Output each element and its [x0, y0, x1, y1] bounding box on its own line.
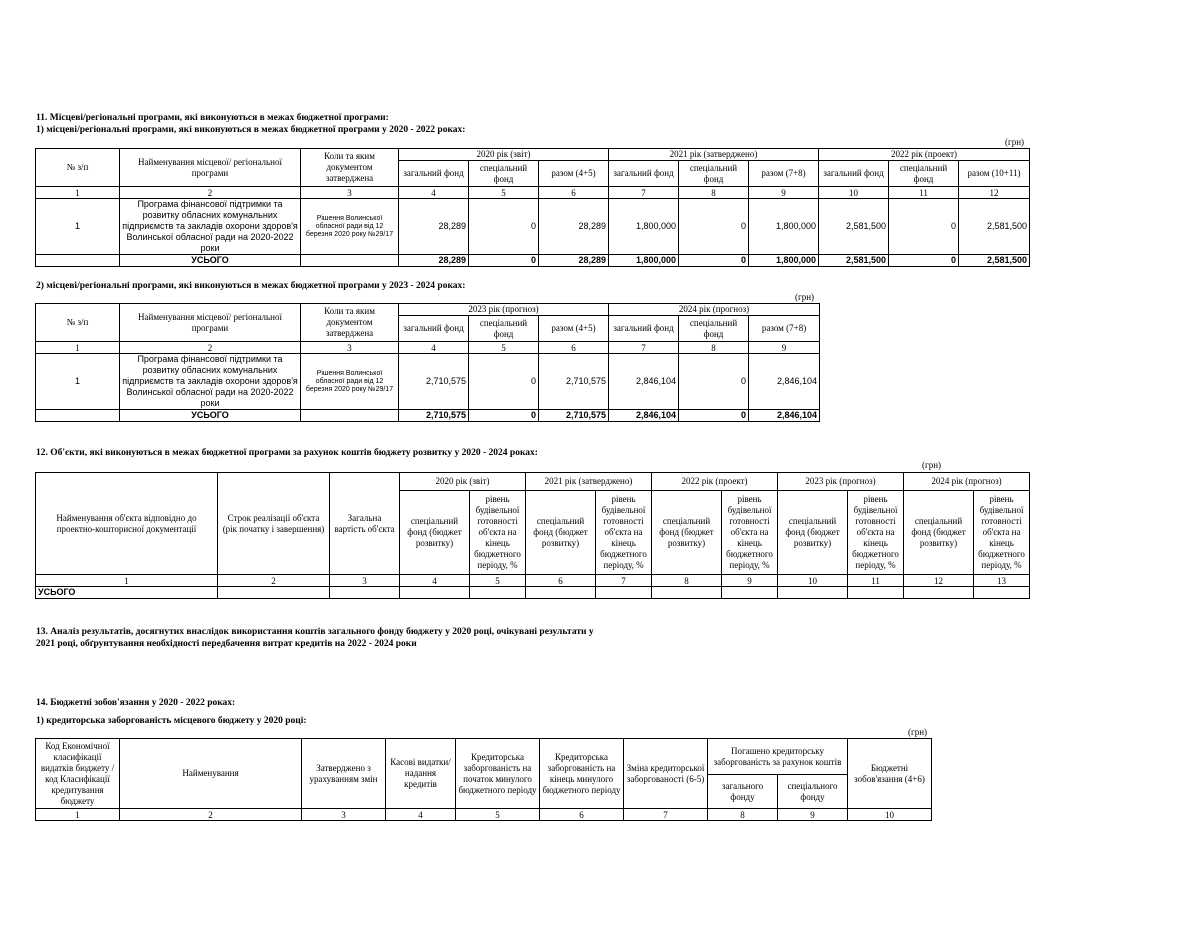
column-number: 6	[539, 187, 609, 199]
header-debt-end: Кредиторська заборгованість на кінець минулого бюджетного періоду	[540, 739, 624, 809]
header-column: загальний фонд	[819, 161, 889, 187]
header-year: 2020 рік (звіт)	[400, 473, 526, 491]
column-number: 7	[609, 187, 679, 199]
empty-cell	[848, 587, 904, 599]
column-number: 3	[301, 187, 399, 199]
header-column: разом (4+5)	[539, 316, 609, 342]
development-objects-table	[35, 472, 1030, 599]
header-number: № з/п	[36, 149, 120, 187]
total-label: УСЬОГО	[120, 410, 301, 422]
header-column: спеціального фонду	[778, 775, 848, 809]
header-column: разом (7+8)	[749, 161, 819, 187]
value-cell: 0	[679, 354, 749, 410]
header-approval-document: Коли та яким документом затверджена	[301, 304, 399, 342]
column-number: 8	[679, 187, 749, 199]
value-cell: 2,710,575	[539, 354, 609, 410]
total-value: 0	[679, 255, 749, 267]
value-cell: 2,846,104	[609, 354, 679, 410]
header-repaid: Погашено кредиторську заборгованість за рахунок коштів	[708, 739, 848, 775]
total-value: 2,581,500	[959, 255, 1030, 267]
column-number: 4	[399, 187, 469, 199]
header-column: спеціальний фонд (бюджет розвитку)	[400, 491, 470, 575]
column-number: 3	[301, 342, 399, 354]
column-number: 6	[540, 809, 624, 821]
column-number: 1	[36, 342, 120, 354]
value-cell: 1,800,000	[749, 199, 819, 255]
header-program-name: Найменування місцевої/ регіональної програми	[120, 304, 301, 342]
empty-cell	[301, 255, 399, 267]
column-number: 5	[456, 809, 540, 821]
column-number: 10	[819, 187, 889, 199]
value-cell: 2,710,575	[399, 354, 469, 410]
header-name: Найменування	[120, 739, 302, 809]
section-11-subtitle-2: 2) місцеві/регіональні програми, які виконуються в межах бюджетної програми у 2023 - 2024 роках:	[36, 281, 466, 291]
section-14-title: 14. Бюджетні зобов'язання у 2020 - 2022 роках:	[36, 698, 236, 708]
column-number: 4	[386, 809, 456, 821]
header-column: спеціальний фонд (бюджет розвитку)	[904, 491, 974, 575]
total-value: 1,800,000	[609, 255, 679, 267]
value-cell: 0	[469, 199, 539, 255]
header-column: спеціальний фонд	[679, 161, 749, 187]
header-column: спеціальний фонд (бюджет розвитку)	[652, 491, 722, 575]
header-year: 2021 рік (затверджено)	[609, 149, 819, 161]
header-year: 2022 рік (проект)	[819, 149, 1030, 161]
header-column: загального фонду	[708, 775, 778, 809]
total-value: 2,581,500	[819, 255, 889, 267]
column-number: 1	[36, 575, 218, 587]
header-total-cost: Загальна вартість об'єкта	[330, 473, 400, 575]
header-approved: Затверджено з урахуванням змін	[302, 739, 386, 809]
unit-label: (грн)	[1005, 137, 1025, 147]
total-value: 2,710,575	[539, 410, 609, 422]
total-value: 2,846,104	[609, 410, 679, 422]
program-name: Програма фінансової підтримки та розвитку обласних комунальних підприємств та закладів охорони здоров'я Волинської обласної ради на 2020-2022 роки	[120, 199, 301, 255]
header-column: спеціальний фонд	[469, 161, 539, 187]
empty-cell	[36, 410, 120, 422]
section-11-title: 11. Місцеві/регіональні програми, які виконуються в межах бюджетної програми:	[36, 113, 389, 123]
value-cell: 2,846,104	[749, 354, 820, 410]
header-number: № з/п	[36, 304, 120, 342]
header-column: загальний фонд	[399, 161, 469, 187]
header-column: разом (4+5)	[539, 161, 609, 187]
value-cell: 1,800,000	[609, 199, 679, 255]
header-year: 2021 рік (затверджено)	[526, 473, 652, 491]
row-number: 1	[36, 354, 120, 410]
header-column: загальний фонд	[609, 316, 679, 342]
header-column: спеціальний фонд	[469, 316, 539, 342]
column-number: 5	[469, 187, 539, 199]
approval-document: Рішення Волинської обласної ради від 12 березня 2020 року №29/17	[301, 199, 399, 255]
header-year: 2024 рік (прогноз)	[609, 304, 820, 316]
total-row	[36, 587, 1030, 599]
empty-cell	[652, 587, 722, 599]
header-year: 2020 рік (звіт)	[399, 149, 609, 161]
header-year: 2022 рік (проект)	[652, 473, 778, 491]
header-column: загальний фонд	[609, 161, 679, 187]
header-column: разом (10+11)	[959, 161, 1030, 187]
column-number: 7	[609, 342, 679, 354]
column-number: 3	[330, 575, 400, 587]
row-number: 1	[36, 199, 120, 255]
empty-cell	[218, 587, 330, 599]
empty-cell	[596, 587, 652, 599]
total-value: 0	[679, 410, 749, 422]
header-economic-code: Код Економічної класифікації видатків бюджету / код Класифікації кредитування бюджету	[36, 739, 120, 809]
column-number: 2	[120, 342, 301, 354]
value-cell: 0	[679, 199, 749, 255]
header-object-name: Найменування об'єкта відповідно до проектно-кошторисної документації	[36, 473, 218, 575]
column-number: 6	[539, 342, 609, 354]
value-cell: 2,581,500	[819, 199, 889, 255]
column-number: 8	[708, 809, 778, 821]
programs-table-2020-2022	[35, 148, 1030, 267]
header-cash-expenses: Касові видатки/ надання кредитів	[386, 739, 456, 809]
program-name: Програма фінансової підтримки та розвитку обласних комунальних підприємств та закладів охорони здоров'я Волинської обласної ради на 2020-2022 роки	[120, 354, 301, 410]
column-number: 4	[400, 575, 470, 587]
column-number: 8	[679, 342, 749, 354]
value-cell: 2,581,500	[959, 199, 1030, 255]
header-column: рівень будівельної готовності об'єкта на кінець бюджетного періоду, %	[974, 491, 1030, 575]
empty-cell	[904, 587, 974, 599]
total-value: 2,846,104	[749, 410, 820, 422]
total-value: 0	[469, 255, 539, 267]
header-column: разом (7+8)	[749, 316, 820, 342]
header-column: спеціальний фонд	[889, 161, 959, 187]
column-number: 5	[470, 575, 526, 587]
total-label: УСЬОГО	[120, 255, 301, 267]
column-number: 9	[749, 187, 819, 199]
table-row	[36, 354, 820, 410]
value-cell: 28,289	[539, 199, 609, 255]
total-label: УСЬОГО	[36, 587, 218, 599]
header-debt-change: Зміна кредиторської заборгованості (6-5)	[624, 739, 708, 809]
column-number: 12	[904, 575, 974, 587]
total-value: 28,289	[539, 255, 609, 267]
column-number: 9	[722, 575, 778, 587]
header-column: рівень будівельної готовності об'єкта на кінець бюджетного періоду, %	[596, 491, 652, 575]
unit-label: (грн)	[795, 292, 815, 302]
empty-cell	[301, 410, 399, 422]
header-debt-start: Кредиторська заборгованість на початок минулого бюджетного періоду	[456, 739, 540, 809]
unit-label: (грн)	[908, 727, 928, 737]
column-number: 4	[399, 342, 469, 354]
total-value: 2,710,575	[399, 410, 469, 422]
header-column: рівень будівельної готовності об'єкта на кінець бюджетного періоду, %	[470, 491, 526, 575]
empty-cell	[974, 587, 1030, 599]
column-number: 10	[778, 575, 848, 587]
column-number: 10	[848, 809, 932, 821]
column-number: 2	[120, 187, 301, 199]
empty-cell	[330, 587, 400, 599]
column-number: 9	[749, 342, 820, 354]
total-value: 1,800,000	[749, 255, 819, 267]
empty-cell	[36, 255, 120, 267]
programs-table-2023-2024	[35, 303, 820, 422]
column-number: 8	[652, 575, 722, 587]
section-13-line-2: 2021 році, обґрунтування необхідності передбачення витрат кредитів на 2022 - 2024 роки	[36, 639, 417, 649]
section-13-line-1: 13. Аналіз результатів, досягнутих внаслідок використання коштів загального фонду бюджету у 2020 році, очікувані результати у	[36, 627, 594, 637]
section-14-subtitle-1: 1) кредиторська заборгованість місцевого бюджету у 2020 році:	[36, 716, 307, 726]
header-year: 2024 рік (прогноз)	[904, 473, 1030, 491]
header-column: рівень будівельної готовності об'єкта на кінець бюджетного періоду, %	[848, 491, 904, 575]
header-implementation-term: Строк реалізації об'єкта (рік початку і завершення)	[218, 473, 330, 575]
approval-document: Рішення Волинської обласної ради від 12 березня 2020 року №29/17	[301, 354, 399, 410]
column-number: 1	[36, 809, 120, 821]
column-number: 6	[526, 575, 596, 587]
column-number: 2	[218, 575, 330, 587]
column-number: 12	[959, 187, 1030, 199]
column-number: 7	[596, 575, 652, 587]
header-column: спеціальний фонд (бюджет розвитку)	[778, 491, 848, 575]
total-value: 0	[469, 410, 539, 422]
header-year: 2023 рік (прогноз)	[778, 473, 904, 491]
header-column: спеціальний фонд	[679, 316, 749, 342]
header-column: загальний фонд	[399, 316, 469, 342]
section-12-title: 12. Об'єкти, які виконуються в межах бюджетної програми за рахунок коштів бюджету розвитку у 2020 - 2024 роках:	[36, 448, 538, 458]
column-number: 2	[120, 809, 302, 821]
section-11-subtitle-1: 1) місцеві/регіональні програми, які виконуються в межах бюджетної програми у 2020 - 2022 роках:	[36, 125, 466, 135]
total-value: 0	[889, 255, 959, 267]
column-number: 11	[848, 575, 904, 587]
total-row	[36, 410, 820, 422]
header-column: спеціальний фонд (бюджет розвитку)	[526, 491, 596, 575]
empty-cell	[400, 587, 470, 599]
header-obligations: Бюджетні зобов'язання (4+6)	[848, 739, 932, 809]
unit-label: (грн)	[922, 460, 942, 470]
column-number: 9	[778, 809, 848, 821]
header-program-name: Найменування місцевої/ регіональної програми	[120, 149, 301, 187]
empty-cell	[470, 587, 526, 599]
value-cell: 28,289	[399, 199, 469, 255]
creditor-debt-table	[35, 738, 932, 821]
value-cell: 0	[469, 354, 539, 410]
empty-cell	[526, 587, 596, 599]
column-number: 3	[302, 809, 386, 821]
header-year: 2023 рік (прогноз)	[399, 304, 609, 316]
header-column: рівень будівельної готовності об'єкта на кінець бюджетного періоду, %	[722, 491, 778, 575]
total-row	[36, 255, 1030, 267]
empty-cell	[778, 587, 848, 599]
column-number: 5	[469, 342, 539, 354]
header-approval-document: Коли та яким документом затверджена	[301, 149, 399, 187]
column-number: 11	[889, 187, 959, 199]
column-number: 13	[974, 575, 1030, 587]
value-cell: 0	[889, 199, 959, 255]
table-row	[36, 199, 1030, 255]
total-value: 28,289	[399, 255, 469, 267]
empty-cell	[722, 587, 778, 599]
column-number: 7	[624, 809, 708, 821]
column-number: 1	[36, 187, 120, 199]
